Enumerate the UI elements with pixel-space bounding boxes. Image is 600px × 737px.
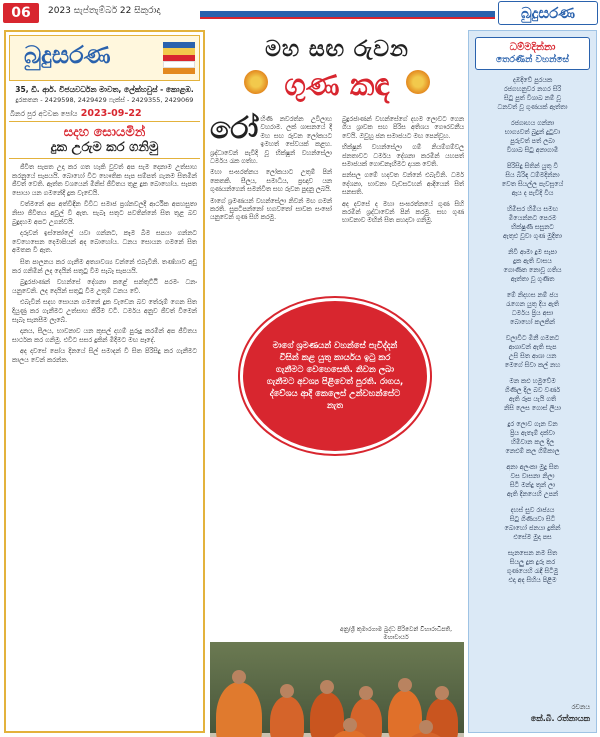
page-header	[0, 0, 600, 26]
monks-photo	[210, 642, 464, 737]
poem-line: සිටි මන්දු තුන් ලා	[509, 481, 556, 489]
poem-line: රජගහනුවර නගර සිරි	[503, 85, 562, 93]
feature-paragraph: පන්සල ගමේ හදවත වන්නේ එබැවිනි. ධර්ම දේශනා, භාවනා වැඩසටහන් ආදියෙන් සිත් සනසති.	[342, 172, 464, 197]
poem-heading	[475, 37, 590, 70]
poem-stanza	[477, 334, 588, 370]
editorial-paragraph: වත්මනේ අප අත්විඳින විවිධ සමාජ ප්‍රශ්නවලදී ආර්ථික අපහසුතා නිසා ජීවිතය අවුල් වී ඇත. සැබෑ සතුට පවතින්නේ සිත තුළ බව බුදුදහම අපට උගන්වයි.	[12, 200, 197, 226]
poem-line: ගිණිල දිල බව වර්ණ	[504, 386, 561, 394]
feature-author-role: අනු/ශ්‍රී කුමාරගාම බුද්ධ පිරිවෙන් විහාරාධිපති, මහාචාර්ය	[339, 626, 453, 641]
poem-line: අනා අලංකා මුදු සිත	[506, 463, 559, 471]
poem-byline	[477, 703, 590, 724]
monk-head	[435, 686, 449, 700]
feature-paragraph: මහා සංඝරත්නය ලෝකයාට උතුම් පින් කෙතකි. සීලය, සමාධිය, ප්‍රඥාව යන ගුණයන්ගෙන් සමන්විත සඟ රුවන පුදනු ලබයි.	[210, 169, 332, 194]
poem-line: ගුණයෙහි රැඳී සිටිමු	[506, 567, 559, 575]
poem-line: පිරිසිදු සිතින් යුතු වී	[506, 162, 559, 170]
feature-column-a	[210, 111, 332, 226]
poem-line: රජගෘහය ගන්නා	[510, 119, 555, 127]
poem-stanza	[477, 506, 588, 542]
poem-line: බොහෝ ජනයා දුකින්	[504, 524, 561, 532]
editorial-masthead	[9, 35, 200, 81]
editorial-column	[4, 30, 205, 733]
poem-line: හිමිවාන කල දිල	[510, 438, 555, 446]
monk-head	[320, 680, 334, 694]
poem-line: විශාඛ සිටු අනාගාමී	[506, 146, 559, 154]
editorial-paragraph: සිත පාලනය කර ගැනීම අත්‍යාවශ්‍ය වන්නේ එබැවිනි. තණ්හාව අඩු කර ගනිමින් ලද දෙයින් සතුටු වීම සැබෑ සැපයයි.	[12, 257, 197, 275]
poem-line: මේ නිදහස නම් ජය	[506, 291, 559, 299]
poem-line: දහස් සුව රාජ්‍යය	[510, 506, 555, 514]
poem-line: බොහෝ කලකින්	[510, 318, 555, 326]
poem-line: පුරුවත් පත් ලබා	[510, 137, 555, 145]
feature-paragraph: මාගේ ශ්‍රමණයන් වහන්සේලා නිවන් මඟ ගමන් කරති. සුපටිපන්නෝ භගවතෝ සාවක සංඝෝ යනුවෙන් ගුණ සිහි කරමු.	[210, 197, 332, 222]
editorial-date-value: 2023-09-22	[80, 108, 142, 119]
poem-stanza	[477, 420, 588, 456]
poem-stanza	[477, 463, 588, 499]
poem-line: ආශාවන් ඇති සැප	[508, 343, 557, 351]
poem-line: සියලු දුක දුරු කර	[509, 558, 556, 566]
poem-stanza	[477, 377, 588, 413]
editorial-headline-line1: සදහ සොයමින්	[63, 125, 146, 140]
poem-stanza	[477, 205, 588, 241]
poem-line: සිටු පුත් විශාඛ නම් වූ	[503, 94, 562, 102]
page-number: 06	[3, 3, 39, 23]
poem-line: නෙළුම් කල ගිම්කාල	[505, 447, 560, 455]
poem-stanza	[477, 119, 588, 155]
editorial-paragraph: අද දවසේ පෝය දිනයේ සිල් සමාදන් වී සිත පිරිසිදු කර ගැනීමට කාලය වෙන් කරන්න.	[12, 347, 197, 364]
editorial-phones: දුරකතන - 2429598, 2429429 ෆැක්ස් - 2429355, 2429069	[15, 96, 194, 104]
poem-line: එදා අද සිහිය පිළිම	[508, 576, 557, 584]
header-masthead	[498, 1, 598, 25]
monk-head	[419, 720, 433, 734]
poem-line: උසි සිත ආශා යන	[508, 352, 557, 360]
poem-line: එසේම මුදා පස	[513, 533, 552, 541]
poem-line: ධනවත් වූ ගුණයක් ඇත්තා	[497, 103, 568, 111]
pull-quote	[240, 298, 430, 454]
monk-head	[359, 686, 373, 700]
header-masthead-text: බුදුසරණ	[520, 4, 576, 22]
poem-line: භාග්‍යවත් බුදුන් දුටුවා	[504, 128, 561, 136]
poem-line: හිමිසර හිමිය සමඟ	[507, 205, 558, 213]
feature-title-line2: ගුණ කඳ	[284, 68, 390, 103]
feature-dropcap: රෝ	[210, 111, 259, 146]
editorial-paragraph: දරුවන් ඉස්කෝලේ යවා ගන්නට, කෑම බීම සපයා ගන්නට වෙහෙසෙන දෙමාපියන් අද බොහෝය. ධනය සොයන ගමනේ සිත අමතක වී ඇත.	[12, 229, 197, 255]
poem-line: භික්ෂුණී සසුනට	[511, 223, 554, 231]
editorial-body	[6, 159, 203, 371]
monk-head	[398, 678, 412, 692]
poem-verses	[469, 70, 596, 598]
poem-heading-line2: තෙරණින් වහන්සේ	[496, 55, 569, 65]
header-rule-red	[200, 17, 495, 19]
poem-line: මියෙන්නට පෙරම	[508, 214, 557, 222]
editorial-paragraph: එබැවින් සදහ සොයන ගමනේ දුක වැඩෙන බව තේරුම් ගෙන සිත දියුණු කර ගැනීමට උත්සාහ කිරීම වටී. ධර්මය අනුව ජීවත් වීමෙන් සැබෑ සැනසීම ලැබේ.	[12, 298, 197, 324]
feature-paragraph: භික්ෂූන් වහන්සේලා ගම් නියම්ගම්වල ජනතාවට ධර්මය දේශනා කරමින් යහපත් සමාජයක් ගොඩනැඟීමට දායක වෙති.	[342, 144, 464, 169]
poem-author-role: රචනය	[571, 703, 590, 711]
monk-figure	[388, 690, 422, 737]
editorial-date	[6, 105, 203, 121]
editorial-masthead-title: බුදුසරණ	[24, 41, 111, 69]
feature-paragraph: බුදුරජාණන් වහන්සේගේ දහම ලොවට ගෙන ගිය ශ්‍රාවක සඟ පිරිස අතිශය ගෞරවනීය වෙයි. ඔවුහු ජන සමාජයට මඟ පෙන්වූහ.	[342, 116, 464, 140]
pull-quote-text: මාගේ ශ්‍රමණයන් වහන්සේ පැවිද්දන් විසින් කළ යුතු කාර්යය ඉටු කර ගැනීමට වෙහෙසෙති. නිවන ලබා ගැනීමට අවශ්‍ය පිළිවෙත් පුරති. රාගය, ද්වේශය ආදී කෙලෙස් උන්වහන්සේට නැත	[266, 341, 404, 411]
poem-line: ගොණිත නොවූ ගතිය	[503, 266, 562, 274]
monk-head	[280, 684, 294, 698]
editorial-paragraph: දානය, සීලය, භාවනාව යන කුසල් දහම් පුරුදු කරමින් අප ජීවිතය සාර්ථක කර ගනිමු. එවිට සසර දුකින් මිදීමට මඟ පෑදේ.	[12, 327, 197, 344]
monk-figure	[216, 682, 262, 737]
feature-column-b	[342, 116, 464, 229]
poem-line: සැනසෙන නම සිත	[507, 549, 558, 557]
poem-line: සිය බිරිඳ ධම්මදින්නා	[505, 171, 560, 179]
poem-heading-line1: ධම්මදින්නා	[509, 42, 556, 53]
poem-column	[468, 30, 597, 733]
poem-line: දුර ලොව ගැන වන	[507, 420, 558, 428]
poem-stanza	[477, 162, 588, 198]
monk-figure	[310, 692, 344, 737]
editorial-date-label: බිනර පුර අටවක පෝය	[10, 110, 78, 118]
monk-head	[343, 718, 357, 732]
feature-title-line1: මහ සඟ රුවන	[265, 36, 409, 62]
poem-line: ඇති දිනයෙහි උපන්	[506, 490, 559, 498]
poem-line: ඇති රූප යැයි ගති	[508, 395, 557, 403]
header-date: 2023 සැප්තැම්බර් 22 සිකුරාදා	[48, 6, 161, 16]
feature-article	[210, 30, 464, 733]
poem-line: ධර්මය ප්‍රිය අසා	[511, 309, 554, 317]
monk-head	[232, 670, 246, 684]
poem-line: වස වාසනා නිලා	[510, 472, 555, 480]
poem-line: වෙත සියල්ල පැවසූයේ	[501, 180, 564, 188]
poem-line: සිටු ගිණියවා සිටි	[509, 515, 556, 523]
poem-line: මෙගේ සිවා කල් නහ	[504, 361, 561, 369]
poem-line: ප්‍රිය ඇතැම් දක්වා	[510, 429, 555, 437]
poem-line: ඇතුළු වූවා ගුණ මුදිතා	[503, 232, 562, 240]
monk-figure	[270, 696, 304, 737]
poem-stanza	[477, 76, 588, 112]
poem-stanza	[477, 549, 588, 585]
editorial-paragraph: බුදුරජාණන් වහන්සේ දේශනා කළේ සන්තුට්ඨි පරමං ධනං යනුවෙනි. ලද දෙයින් සතුටු වීම උතුම් ධනය වේ.	[12, 278, 197, 295]
feature-paragraph: අද දවසේ ද මහා සංඝරත්නයේ ගුණ සිහි කරමින් ශ්‍රද්ධාවෙන් පින් කරමු. සඟ ගුණ භාවනාව මඟින් සිත පහදවා ගනිමු.	[342, 200, 464, 225]
poem-stanza	[477, 248, 588, 284]
editorial-headline	[9, 121, 200, 159]
editorial-paragraph: ජීවිත සැපත උදා කර ගත හැකි වුවත් අප සැම දෙනාම උත්සාහ කරනුයේ සැපයයි. බොහෝ විට භෞතික සැප සම්පත් ගැනම සිතමින් ජීවත් වෙති. ඇත්ත වශයෙන් මිනිස් ජීවිතය තුළ දුක බොහෝය. සැපත සොයා යන ගමනේදී දුක වැඩෙයි.	[12, 163, 197, 197]
poem-line: වලාවිට මිනී ගමනට	[505, 334, 560, 342]
poem-author: කේ.බී. රත්නායක	[530, 714, 590, 723]
poem-line: නිවී ආමා දුම සැපා	[508, 248, 557, 256]
poem-line: ඇත්තා වූ ගුණිත	[510, 275, 555, 283]
poem-stanza	[477, 291, 588, 327]
editorial-headline-line2: දුක උරුම කර ගනිමු	[50, 140, 159, 155]
poem-line: මන කළු හමුවේම	[509, 377, 556, 385]
buddhist-flag-icon	[163, 42, 195, 74]
poem-line: දුක ඇති වාසය	[513, 257, 552, 265]
feature-paragraph: හිණි නවරත්න උවිලාහ වහරාම. ලක් ශාසනයේ දී මහ සඟ රුවන ලෝකයට ඉමහත් සේවයක් කළහ. ශ්‍රද්ධාවෙන් පැවිදි වූ භික්ෂූන් වහන්සේලා ධර්මය රැක ගත්හ.	[210, 116, 332, 166]
editorial-address: 35, ඩී. ආර්. විජයවර්ධන මාවත, ලේක්හවුස් - කොළඹ.	[15, 85, 194, 94]
poem-line: ඇය ද පැවිදි විය	[511, 189, 554, 197]
poem-line: නිසි ලෙස ගොස් ලියා	[504, 404, 561, 412]
poem-line: දඹදිවේ පුරයක	[512, 76, 553, 84]
poem-line: රැගෙන යුතු දිය ඇති	[506, 300, 559, 308]
